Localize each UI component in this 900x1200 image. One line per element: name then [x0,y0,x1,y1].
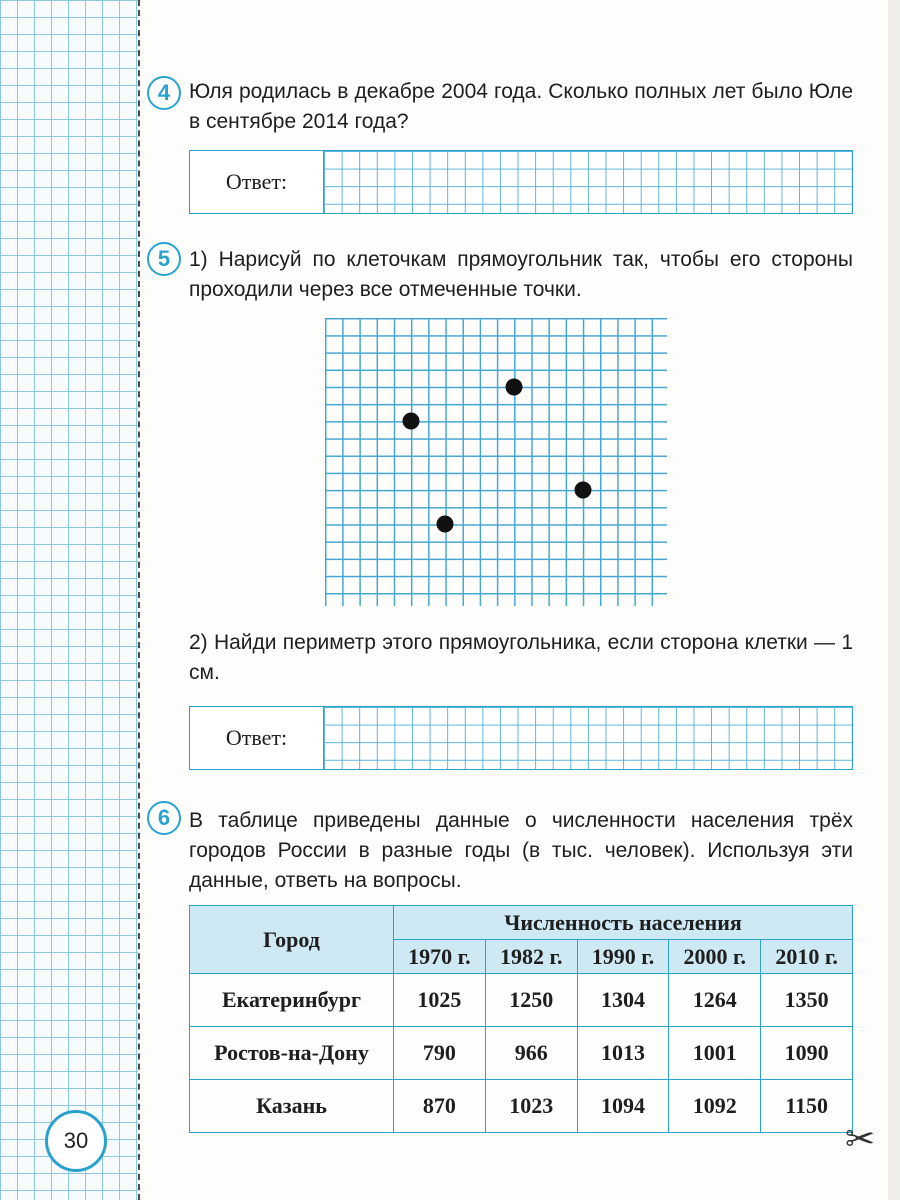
value-cell: 1090 [761,1027,853,1080]
value-cell: 870 [394,1080,486,1133]
value-cell: 790 [394,1027,486,1080]
table-row [190,1080,853,1133]
cut-line [138,0,140,1200]
year-header: 1970 г. [394,940,486,974]
year-header: 2010 г. [761,940,853,974]
value-cell: 1092 [669,1080,761,1133]
task-6-text: В таблице приведены данные о численности населения трёх городов России в разные годы (в тыс. человек). Используя эти данные, ответь на вопросы. [189,809,853,892]
table-row [190,974,853,1027]
population-header: Численность населения [394,906,853,940]
city-cell: Екатеринбург [190,974,394,1027]
answer-grid[interactable] [323,707,852,769]
value-cell: 1001 [669,1027,761,1080]
population-table [189,905,853,1133]
answer-grid[interactable] [323,151,852,213]
table-row [190,1027,853,1080]
city-header: Город [190,906,394,974]
year-header: 2000 г. [669,940,761,974]
marked-point [506,378,523,395]
value-cell: 1150 [761,1080,853,1133]
marked-point [403,413,420,430]
margin-grid [0,0,138,1200]
task-4-text: Юля родилась в декабре 2004 года. Сколько полных лет было Юле в сентябре 2014 года? [189,80,853,133]
drawing-grid[interactable] [325,318,667,606]
task-4-answer-box[interactable] [189,150,853,214]
scissors-icon: ✂ [845,1118,876,1159]
value-cell: 1025 [394,974,486,1027]
page-edge [888,0,900,1200]
city-cell: Ростов-на-Дону [190,1027,394,1080]
task-4-number: 4 [147,76,181,110]
page-number: 30 [45,1110,107,1172]
city-cell: Казань [190,1080,394,1133]
value-cell: 1023 [485,1080,577,1133]
value-cell: 1350 [761,974,853,1027]
task-5-part2-text: 2) Найди периметр этого прямоугольника, если сторона клетки — 1 см. [189,631,853,684]
task-5-answer-box[interactable] [189,706,853,770]
task-6-number: 6 [147,801,181,835]
value-cell: 1250 [485,974,577,1027]
value-cell: 1264 [669,974,761,1027]
task-5-number: 5 [147,242,181,276]
marked-point [575,482,592,499]
value-cell: 966 [485,1027,577,1080]
answer-label: Ответ: [225,169,288,194]
value-cell: 1094 [577,1080,669,1133]
value-cell: 1304 [577,974,669,1027]
marked-point [437,516,454,533]
year-header: 1982 г. [485,940,577,974]
year-header: 1990 г. [577,940,669,974]
answer-label: Ответ: [225,725,288,750]
task-5-part1-text: 1) Нарисуй по клеточкам прямоугольник так, чтобы его стороны проходили через все отмеченные точки. [189,248,853,301]
value-cell: 1013 [577,1027,669,1080]
